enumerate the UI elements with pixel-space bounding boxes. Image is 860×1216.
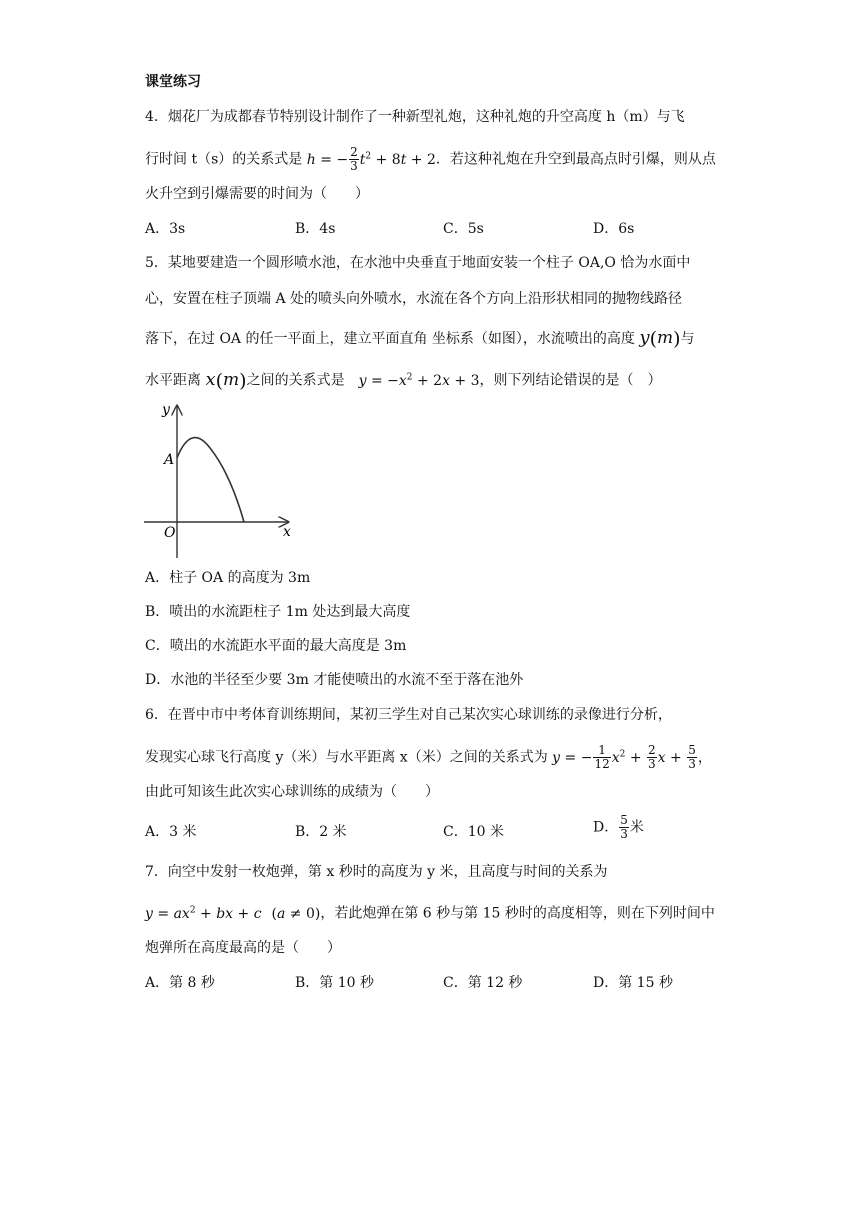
q6-line-1: 6．在晋中市中考体育训练期间，某初三学生对自己某次实心球训练的录像进行分析， <box>145 707 672 723</box>
q4-formula: h = − $\frac{2}{3}$ $t^2 + 8t + 2$ <box>306 145 436 174</box>
q7-line-1: 7．向空中发射一枚炮弹，第 x 秒时的高度为 y 米，且高度与时间的关系为 <box>145 864 608 880</box>
q6-option-b[interactable]: B．2 米 <box>295 824 347 840</box>
q7-option-d[interactable]: D．第 15 秒 <box>593 975 673 991</box>
q5-relation-formula: $y = -x^2 + 2x + 3$ <box>358 372 480 389</box>
q7-option-c[interactable]: C．第 12 秒 <box>443 975 523 991</box>
q5-line-1: 5．某地要建造一个圆形喷水池，在水池中央垂直于地面安装一个柱子 OA,O 恰为水面中 <box>145 255 691 271</box>
q5-line-3 <box>145 328 695 349</box>
q6-line-3: 由此可知该生此次实心球训练的成绩为（ ） <box>145 784 439 800</box>
q4-option-d[interactable]: D．6s <box>593 221 635 237</box>
y-axis-label: y <box>162 402 170 418</box>
x-axis-label: x <box>283 524 291 540</box>
q5-option-a[interactable]: A．柱子 OA 的高度为 3m <box>145 570 311 586</box>
q6-option-d-label: D． <box>593 819 619 836</box>
q4-option-b[interactable]: B．4s <box>295 221 336 237</box>
q5-line-4-mid: 之间的关系式是 <box>246 372 359 389</box>
q4-option-a[interactable]: A．3s <box>145 221 186 237</box>
q7-line-2 <box>145 900 715 924</box>
water-parabola <box>177 438 244 522</box>
q5-distance-formula: x(m) <box>205 368 247 392</box>
origin-label: O <box>164 525 176 541</box>
q5-line-4-text: 水平距离 <box>145 372 206 389</box>
q4-line-2 <box>145 146 716 173</box>
q7-option-b[interactable]: B．第 10 秒 <box>295 975 375 991</box>
q4-option-c[interactable]: C．5s <box>443 221 484 237</box>
q4-line-2-tail: ．若这种礼炮在升空到最高点时引爆，则从点 <box>435 151 716 168</box>
q5-option-d[interactable]: D．水池的半径至少要 3m 才能使喷出的水流不至于落在池外 <box>145 672 524 688</box>
q5-line-3-text: 落下，在过 OA 的任一平面上，建立平面直角 坐标系（如图），水流喷出的高度 <box>145 331 640 347</box>
q6-option-d-unit: 米 <box>629 819 644 836</box>
q5-line-4 <box>145 367 662 391</box>
q5-option-b[interactable]: B．喷出的水流距柱子 1m 处达到最大高度 <box>145 604 411 620</box>
q4-line-1: 4．烟花厂为成都春节特别设计制作了一种新型礼炮，这种礼炮的升空高度 h（m）与飞 <box>145 109 685 125</box>
q5-parabola-figure <box>140 398 300 562</box>
q6-option-d[interactable]: D． $\frac{5}{3}$ 米 <box>593 813 644 841</box>
q5-line-3-tail: 与 <box>680 331 695 347</box>
point-a-label: A <box>164 452 175 468</box>
q7-option-a[interactable]: A．第 8 秒 <box>145 975 215 991</box>
q7-line-3: 炮弹所在高度最高的是（ ） <box>145 940 341 956</box>
q4-line-3: 火升空到引爆需要的时间为（ ） <box>145 186 369 202</box>
q5-option-c[interactable]: C．喷出的水流距水平面的最大高度是 3m <box>145 638 407 654</box>
q6-formula: y = − $\frac{1}{12}$ $x^2$ + $\frac{2}{3}$ x + $\frac{5}{3}$ ， <box>552 743 712 772</box>
q5-line-2: 心，安置在柱子顶端 A 处的喷头向外喷水，水流在各个方向上沿形状相同的抛物线路径 <box>145 291 683 307</box>
q6-line-2-text: 发现实心球飞行高度 y（米）与水平距离 x（米）之间的关系式为 <box>145 749 553 766</box>
q5-line-4-tail: ，则下列结论错误的是（ ） <box>479 372 662 389</box>
q7-line-2-text: ，若此炮弹在第 6 秒与第 15 秒时的高度相等，则在下列时间中 <box>320 905 715 922</box>
q4-line-2-text: 行时间 t（s）的关系式是 <box>145 151 307 168</box>
q7-formula: $y = ax^2$ + bx + c (a ≠ 0) <box>145 905 321 922</box>
q6-line-2 <box>145 744 712 771</box>
q6-option-a[interactable]: A．3 米 <box>145 824 197 840</box>
section-title: 课堂练习 <box>145 74 201 90</box>
q5-height-formula: y(m) <box>639 327 681 350</box>
q6-option-c[interactable]: C．10 米 <box>443 824 504 840</box>
